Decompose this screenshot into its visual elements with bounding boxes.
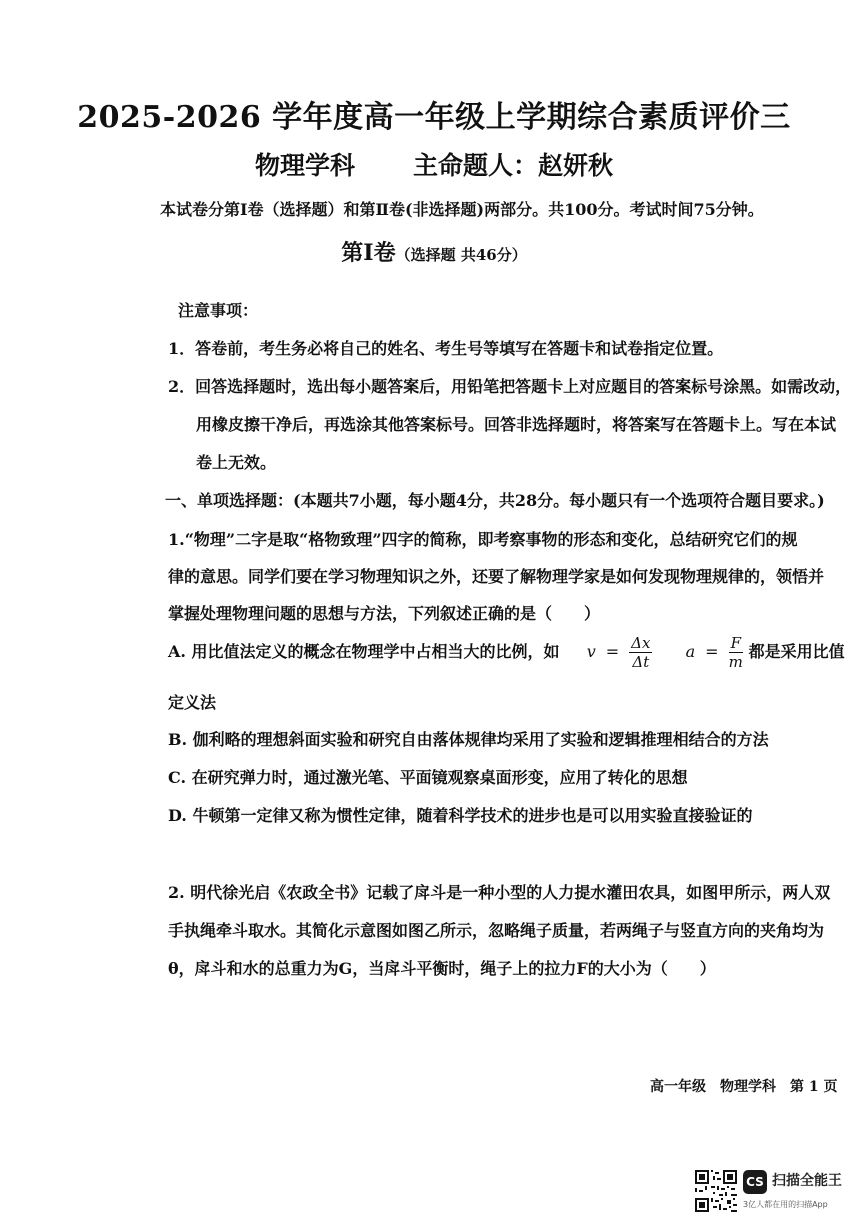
q1-line-2: 律的意思。同学们要在学习物理知识之外，还要了解物理学家是如何发现物理规律的，领悟并 [168, 567, 825, 586]
q2-line-3: θ，戽斗和水的总重力为G，当戽斗平衡时，绳子上的拉力F的大小为（ ） [168, 959, 716, 978]
formula-f-over-m [729, 634, 743, 671]
qr-code-icon [695, 1170, 737, 1212]
option-a-text-end: 都是采用比值 [748, 642, 845, 661]
notice-item-2-line-3: 卷上无效。 [196, 453, 277, 472]
notice-item-1: 1．答卷前，考生务必将自己的姓名、考生号等填写在答题卡和试卷指定位置。 [168, 339, 724, 358]
notice-item-2-line-2: 用橡皮擦干净后，再选涂其他答案标号。回答非选择题时，将答案写在答题卡上。写在本试 [196, 415, 837, 434]
footer-page-number: 第 1 页 [790, 1079, 838, 1095]
q2-line-2: 手执绳牵斗取水。其简化示意图如图乙所示，忽略绳子质量，若两绳子与竖直方向的夹角均为 [168, 921, 825, 940]
section-title: 第Ⅰ卷 [341, 240, 396, 266]
formula-dx-over-dt [629, 634, 652, 671]
q1-line-3: 掌握处理物理问题的思想与方法，下列叙述正确的是（ ） [168, 604, 601, 623]
formula-numerator-dx: Δx [631, 634, 651, 652]
q1-option-a-line-2: 定义法 [168, 693, 217, 712]
option-a-text-start: A. 用比值法定义的概念在物理学中占相当大的比例，如 [168, 642, 560, 661]
author-label: 主命题人：赵妍秋 [413, 151, 614, 180]
formula-equals-2: = [705, 642, 719, 661]
q1-option-a [168, 634, 845, 671]
camscanner-name: 扫描全能王 [772, 1173, 842, 1189]
q1-option-b: B. 伽利略的理想斜面实验和研究自由落体规律均采用了实验和逻辑推理相结合的方法 [168, 730, 769, 749]
q1-line-1: 1.“物理”二字是取“格物致理”四字的简称，即考察事物的形态和变化，总结研究它们的规 [168, 530, 798, 549]
q1-option-d: D. 牛顿第一定律又称为惯性定律，随着科学技术的进步也是可以用实验直接验证的 [168, 806, 753, 825]
formula-v: v [586, 642, 596, 661]
q2-line-1: 2. 明代徐光启《农政全书》记载了戽斗是一种小型的人力提水灌田农具，如图甲所示，两人双 [168, 883, 831, 902]
formula-denominator-m: m [728, 653, 743, 671]
section-heading [0, 236, 868, 267]
formula-denominator-dt: Δt [632, 653, 650, 671]
formula-a: a [685, 642, 696, 661]
page-footer [650, 1076, 852, 1096]
formula-numerator-f: F [730, 634, 741, 652]
part1-heading: 一、单项选择题：(本题共7小题，每小题4分，共28分。每小题只有一个选项符合题目要求。) [165, 491, 825, 510]
section-note: （选择题 共46分） [395, 246, 527, 264]
notice-heading: 注意事项： [178, 301, 259, 320]
q1-option-c: C. 在研究弹力时，通过激光笔、平面镜观察桌面形变，应用了转化的思想 [168, 768, 688, 787]
camscanner-slogan: 3亿人都在用的扫描App [743, 1200, 828, 1209]
footer-subject: 物理学科 [720, 1079, 776, 1095]
camscanner-logo-icon: CS [743, 1170, 767, 1194]
notice-item-2-line-1: 2．回答选择题时，选出每小题答案后，用铅笔把答题卡上对应题目的答案标号涂黑。如需改动， [168, 377, 852, 396]
exam-intro: 本试卷分第Ⅰ卷（选择题）和第Ⅱ卷(非选择题)两部分。共100分。考试时间75分钟。 [160, 200, 764, 219]
formula-equals-1: = [605, 642, 620, 661]
exam-title: 2025-2026 学年度高一年级上学期综合素质评价三 [77, 100, 791, 135]
footer-grade: 高一年级 [650, 1079, 706, 1095]
subject-label: 物理学科 [254, 151, 355, 180]
exam-subtitle [0, 146, 868, 182]
